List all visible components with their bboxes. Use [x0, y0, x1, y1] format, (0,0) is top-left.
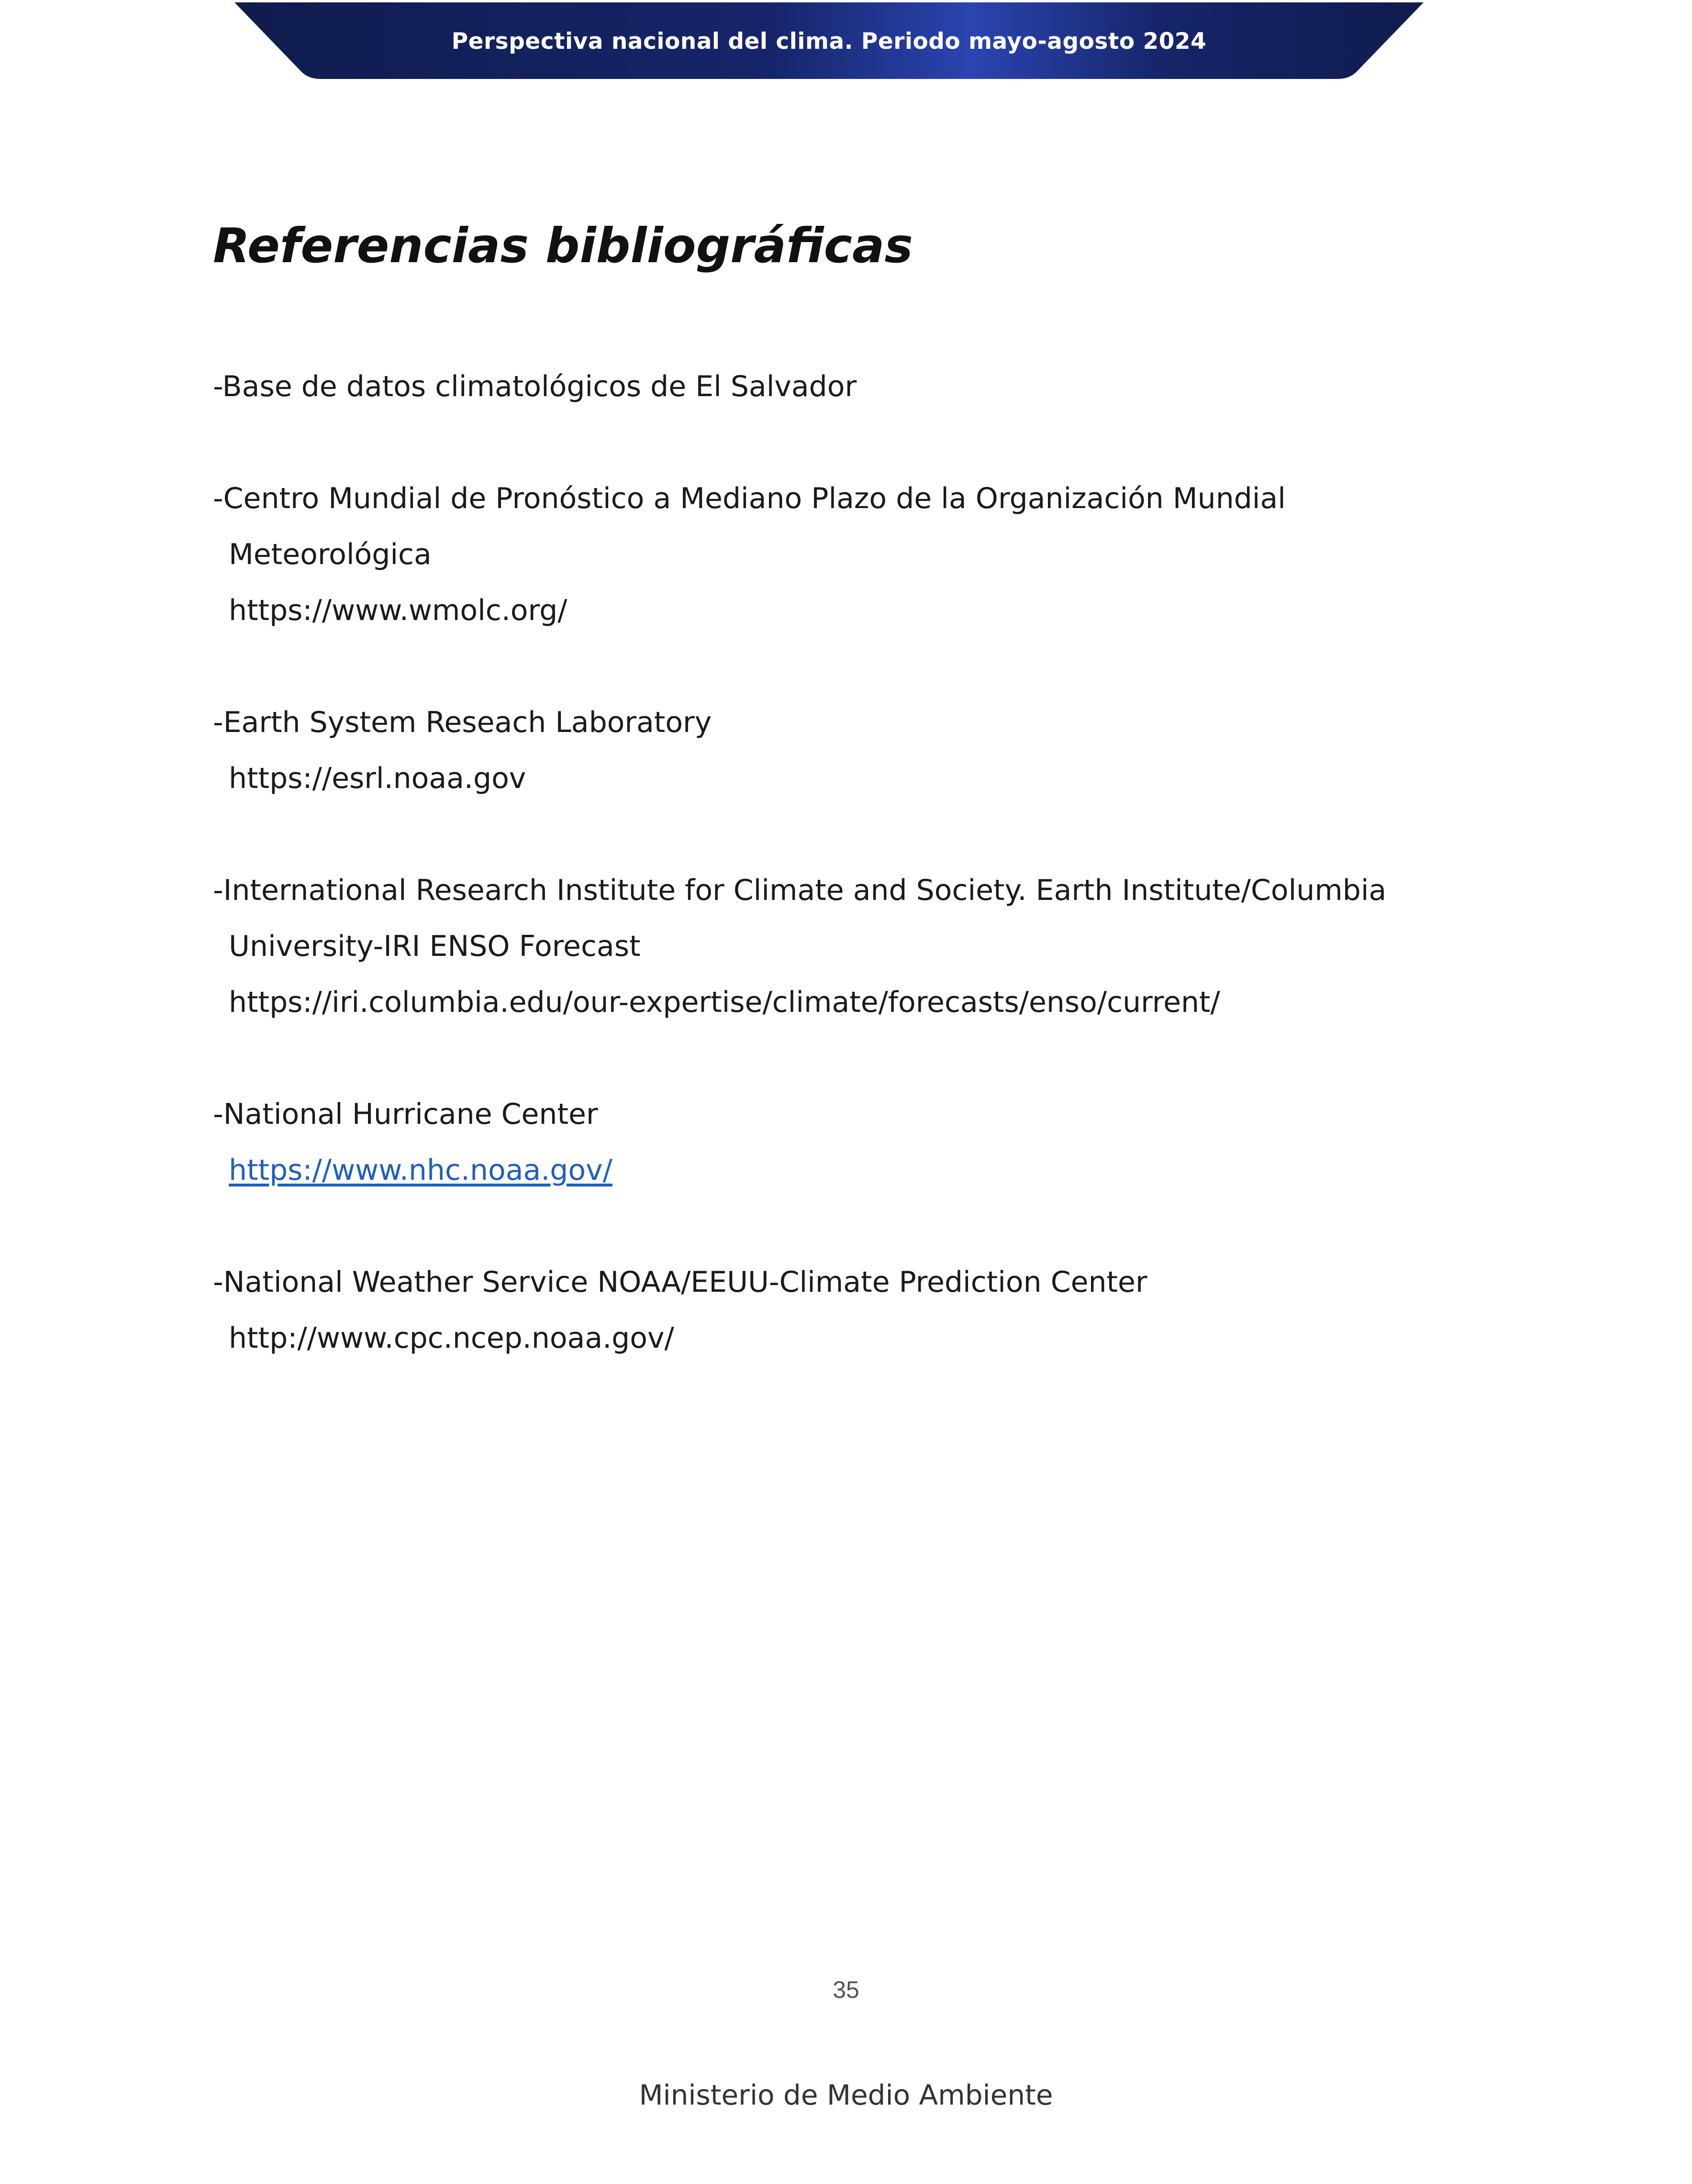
reference-item	[213, 695, 1505, 807]
reference-url	[213, 1142, 1505, 1198]
header-title: Perspectiva nacional del clima. Periodo mayo-agosto 2024	[451, 28, 1207, 55]
reference-title-continued: Meteorológica	[229, 538, 432, 571]
page-heading: Referencias bibliográficas	[213, 218, 913, 274]
reference-title: -Centro Mundial de Pronóstico a Mediano Plazo de la Organización Mundial	[213, 482, 1286, 515]
nhc-link[interactable]: https://www.nhc.noaa.gov/	[229, 1153, 612, 1187]
reference-url: http://www.cpc.ncep.noaa.gov/	[229, 1321, 674, 1355]
reference-title: -Base de datos climatológicos de El Salvador	[213, 370, 857, 403]
reference-item	[213, 359, 1505, 415]
page-number: 35	[833, 1976, 859, 2003]
reference-url: https://esrl.noaa.gov	[229, 762, 526, 795]
header-banner	[234, 2, 1424, 80]
reference-item	[213, 471, 1505, 639]
reference-title-continued: University-IRI ENSO Forecast	[229, 930, 641, 963]
references-list	[213, 359, 1505, 1422]
reference-item	[213, 1254, 1505, 1366]
reference-title: -Earth System Reseach Laboratory	[213, 706, 712, 739]
footer-organization: Ministerio de Medio Ambiente	[639, 2079, 1053, 2111]
reference-url: https://www.wmolc.org/	[229, 594, 568, 627]
reference-item	[213, 863, 1505, 1031]
reference-url: https://iri.columbia.edu/our-expertise/climate/forecasts/enso/current/	[229, 986, 1220, 1019]
reference-item	[213, 1086, 1505, 1198]
reference-title: -International Research Institute for Climate and Society. Earth Institute/Columbia	[213, 874, 1387, 907]
reference-title: -National Weather Service NOAA/EEUU-Climate Prediction Center	[213, 1265, 1147, 1299]
reference-title: -National Hurricane Center	[213, 1098, 598, 1131]
